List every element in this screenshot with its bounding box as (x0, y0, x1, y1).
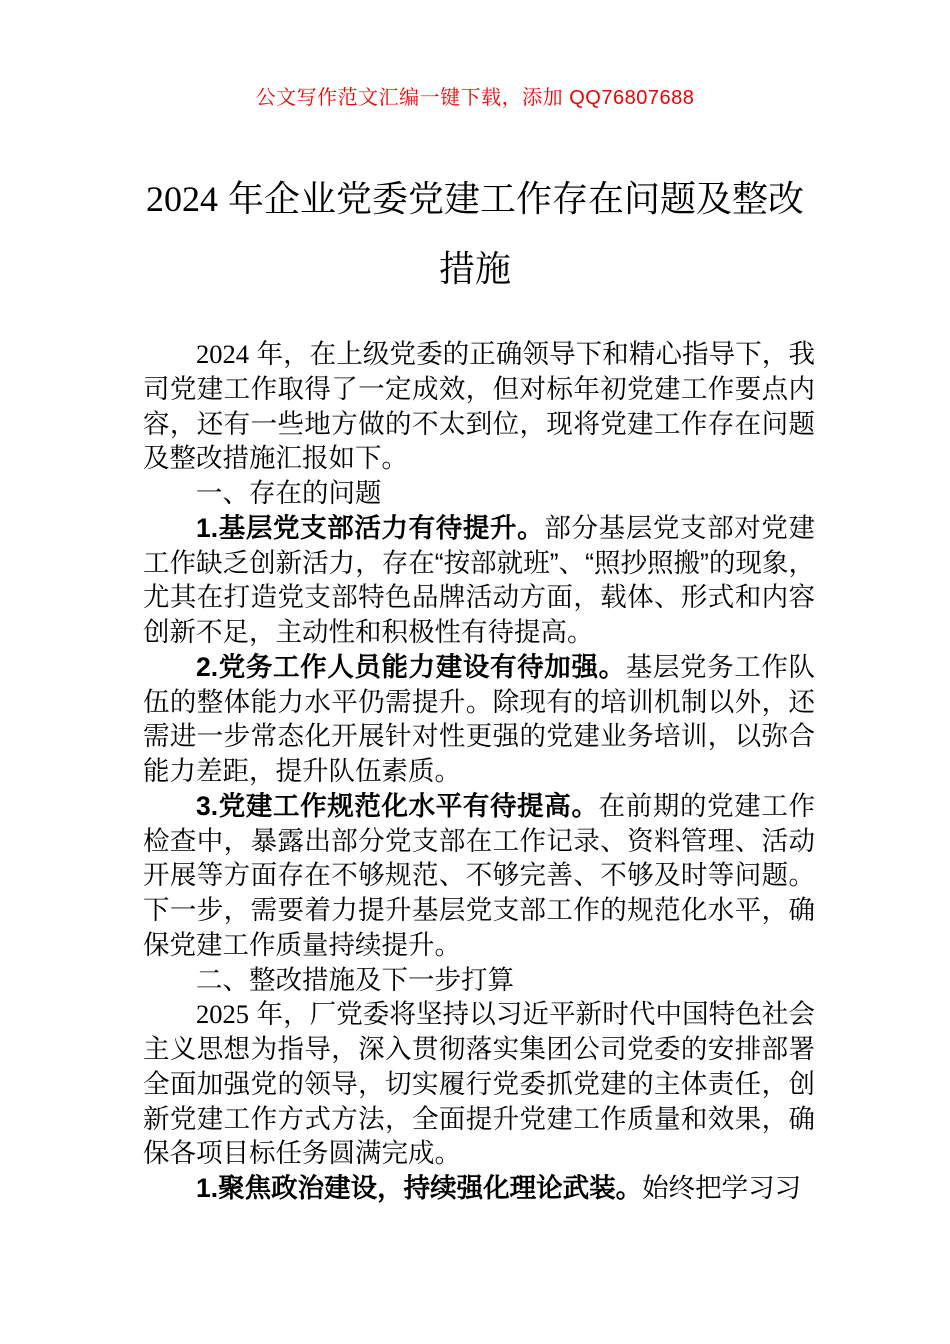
bold-run: 1.聚焦政治建设，持续强化理论武装。 (196, 1173, 643, 1203)
section-heading (143, 963, 815, 998)
section-heading (143, 476, 815, 511)
text-run: 2025 年，厂党委将坚持以习近平新时代中国特色社会主义思想为指导，深入贯彻落实集团公司党委的安排部署全面加强党的领导，切实履行党委抓党建的主体责任，创新党建工作方式方法，全面提升党建工作质量和效果，确保各项目标任务圆满完成。 (143, 999, 815, 1169)
document-title: 2024 年企业党委党建工作存在问题及整改措施 (145, 178, 804, 289)
text-run: 一、存在的问题 (196, 478, 382, 508)
paragraph (143, 650, 815, 789)
text-run: 在前期的党建工作检查中，暴露出部分党支部在工作记录、资料管理、活动开展等方面存在不够规范、不够完善、不够及时等问题。下一步，需要着力提升基层党支部工作的规范化水平，确保党建工作质量持续提升。 (143, 790, 815, 960)
text-run: 基层党务工作队伍的整体能力水平仍需提升。除现有的培训机制以外，还需进一步常态化开展针对性更强的党建业务培训，以弥合能力差距，提升队伍素质。 (143, 651, 815, 786)
paragraph (143, 789, 815, 963)
bold-run: 2.党务工作人员能力建设有待加强。 (196, 651, 626, 682)
paragraph (143, 1171, 815, 1206)
text-run: 二、整改措施及下一步打算 (196, 964, 514, 995)
bold-run: 3.党建工作规范化水平有待提高。 (196, 790, 599, 821)
promo-notice: 公文写作范文汇编一键下载，添加 QQ76807688 (255, 87, 695, 109)
text-run: 始终把学习习 (642, 1173, 802, 1203)
text-run: 2024 年，在上级党委的正确领导下和精心指导下，我司党建工作取得了一定成效，但对标年初党建工作要点内容，还有一些地方做的不太到位，现将党建工作存在问题及整改措施汇报如下。 (143, 339, 815, 474)
numeral: 2024 (196, 339, 249, 369)
paragraph (143, 511, 815, 650)
numeral: 2025 (196, 999, 249, 1030)
paragraph (143, 997, 815, 1171)
paragraph (143, 337, 815, 476)
bold-run: 1.基层党支部活力有待提升。 (196, 512, 545, 543)
numeral: 2024 (145, 179, 218, 219)
document-body (143, 337, 815, 1206)
text-run: 部分基层党支部对党建工作缺乏创新活力，存在“按部就班”、“照抄照搬”的现象，尤其在打造党支部特色品牌活动方面，载体、形式和内容创新不足，主动性和积极性有待提高。 (143, 512, 815, 647)
